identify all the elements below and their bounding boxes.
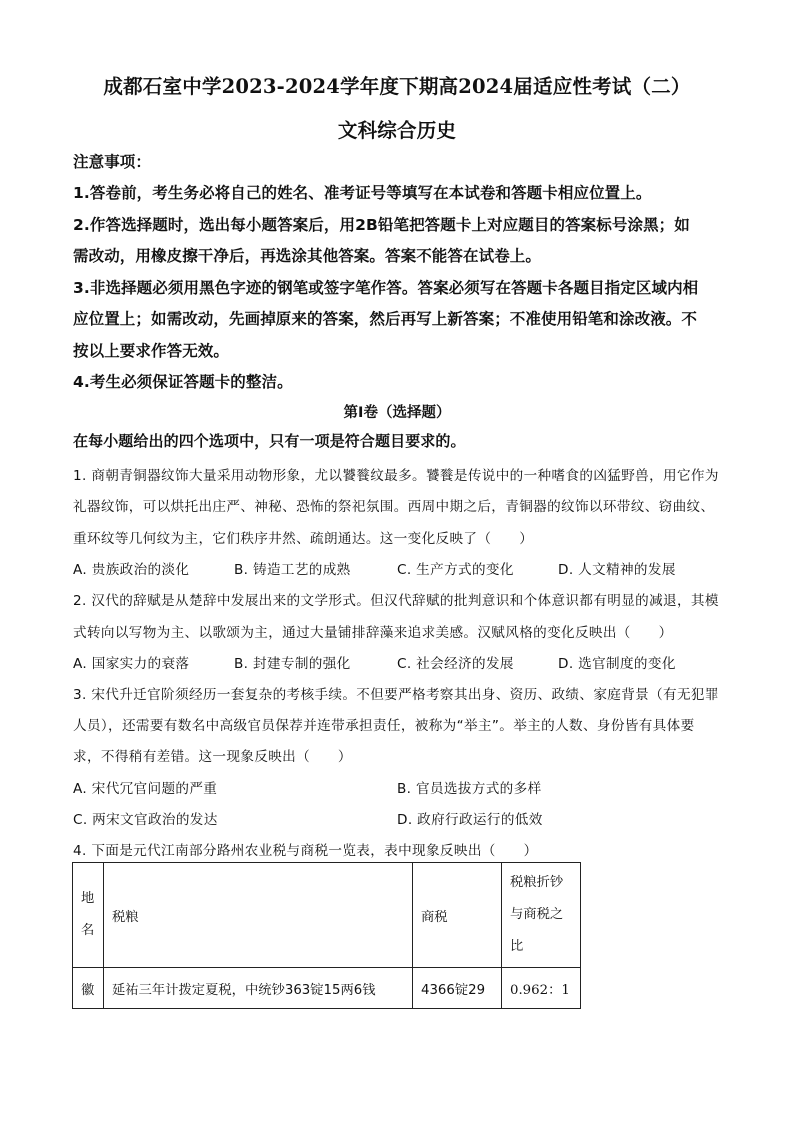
note-line: 3.非选择题必须用黑色字迹的钢笔或签字笔作答。答案必须写在答题卡各题目指定区域内相	[73, 279, 699, 297]
section-title: 第Ⅰ卷（选择题）	[343, 405, 451, 421]
question-1-option-a[interactable]: A. 贵族政治的淡化	[73, 562, 190, 578]
question-3-option-c[interactable]: C. 两宋文官政治的发达	[73, 812, 218, 828]
question-3-option-b[interactable]: B. 官员选拔方式的多样	[397, 781, 542, 797]
header-text: 比	[510, 939, 524, 954]
question-2-option-b[interactable]: B. 封建专制的强化	[234, 656, 351, 672]
table-cell: 4366锭29	[413, 968, 502, 1009]
table-header-cell	[73, 863, 104, 968]
question-2-line: 式转向以写物为主、以歌颂为主，通过大量铺排辞藻来追求美感。汉赋风格的变化反映出（ ）	[73, 625, 673, 641]
section-instruction: 在每小题给出的四个选项中，只有一项是符合题目要求的。	[73, 432, 466, 450]
question-3-line: 人员），还需要有数名中高级官员保荐并连带承担责任，被称为“举主”。举主的人数、身份皆有具体要	[73, 718, 695, 734]
header-text: 税粮折钞	[510, 875, 564, 890]
header-text: 地	[81, 891, 95, 906]
notes-heading: 注意事项：	[73, 153, 152, 171]
table-header-row	[73, 863, 581, 968]
question-3-option-d[interactable]: D. 政府行政运行的低效	[397, 812, 543, 828]
question-4-line: 4. 下面是元代江南部分路州农业税与商税一览表，表中现象反映出（ ）	[73, 843, 538, 859]
question-1-option-c[interactable]: C. 生产方式的变化	[397, 562, 514, 578]
question-3-option-a[interactable]: A. 宋代冗官问题的严重	[73, 781, 218, 797]
note-line: 4.考生必须保证答题卡的整洁。	[73, 373, 293, 391]
note-line: 1.答卷前，考生务必将自己的姓名、准考证号等填写在本试卷和答题卡相应位置上。	[73, 184, 652, 202]
exam-subtitle: 文科综合历史	[337, 119, 457, 142]
table-header-cell: 商税	[413, 863, 502, 968]
question-1-line: 重环纹等几何纹为主，它们秩序井然、疏朗通达。这一变化反映了（ ）	[73, 531, 534, 547]
question-1-option-d[interactable]: D. 人文精神的发展	[558, 562, 676, 578]
table-row	[73, 968, 581, 1009]
table-header-cell	[502, 863, 581, 968]
question-3-line: 求，不得稍有差错。这一现象反映出（ ）	[73, 749, 352, 765]
table-header-cell: 税粮	[104, 863, 413, 968]
header-text: 名	[81, 923, 95, 938]
question-1-line: 礼器纹饰，可以烘托出庄严、神秘、恐怖的祭祀氛围。西周中期之后，青铜器的纹饰以环带纹、窃曲纹、	[73, 499, 715, 515]
question-2-option-a[interactable]: A. 国家实力的衰落	[73, 656, 190, 672]
question-2-option-d[interactable]: D. 选官制度的变化	[558, 656, 676, 672]
table-cell: 0.962：1	[502, 968, 581, 1009]
tax-table	[72, 862, 581, 1009]
question-1-option-b[interactable]: B. 铸造工艺的成熟	[234, 562, 351, 578]
exam-title: 成都石室中学2023-2024学年度下期高2024届适应性考试（二）	[103, 75, 691, 98]
table-cell: 徽	[73, 968, 104, 1009]
question-2-line: 2. 汉代的辞赋是从楚辞中发展出来的文学形式。但汉代辞赋的批判意识和个体意识都有明显的减退，其模	[73, 593, 719, 609]
note-line: 应位置上；如需改动，先画掉原来的答案，然后再写上新答案；不准使用铅笔和涂改液。不	[73, 310, 698, 328]
question-2-option-c[interactable]: C. 社会经济的发展	[397, 656, 514, 672]
note-line: 按以上要求作答无效。	[73, 342, 230, 360]
note-line: 需改动，用橡皮擦干净后，再选涂其他答案。答案不能答在试卷上。	[73, 247, 542, 265]
header-text: 与商税之	[510, 907, 564, 922]
note-line: 2.作答选择题时，选出每小题答案后，用2B铅笔把答题卡上对应题目的答案标号涂黑；如	[73, 216, 690, 234]
question-1-line: 1. 商朝青铜器纹饰大量采用动物形象，尤以饕餮纹最多。饕餮是传说中的一种嗜食的凶猛野兽，用它作为	[73, 468, 719, 484]
table-cell: 延祐三年计拨定夏税，中统钞363锭15两6钱	[104, 968, 413, 1009]
question-3-line: 3. 宋代升迁官阶须经历一套复杂的考核手续。不但要严格考察其出身、资历、政绩、家庭背景（有无犯罪	[73, 687, 719, 703]
